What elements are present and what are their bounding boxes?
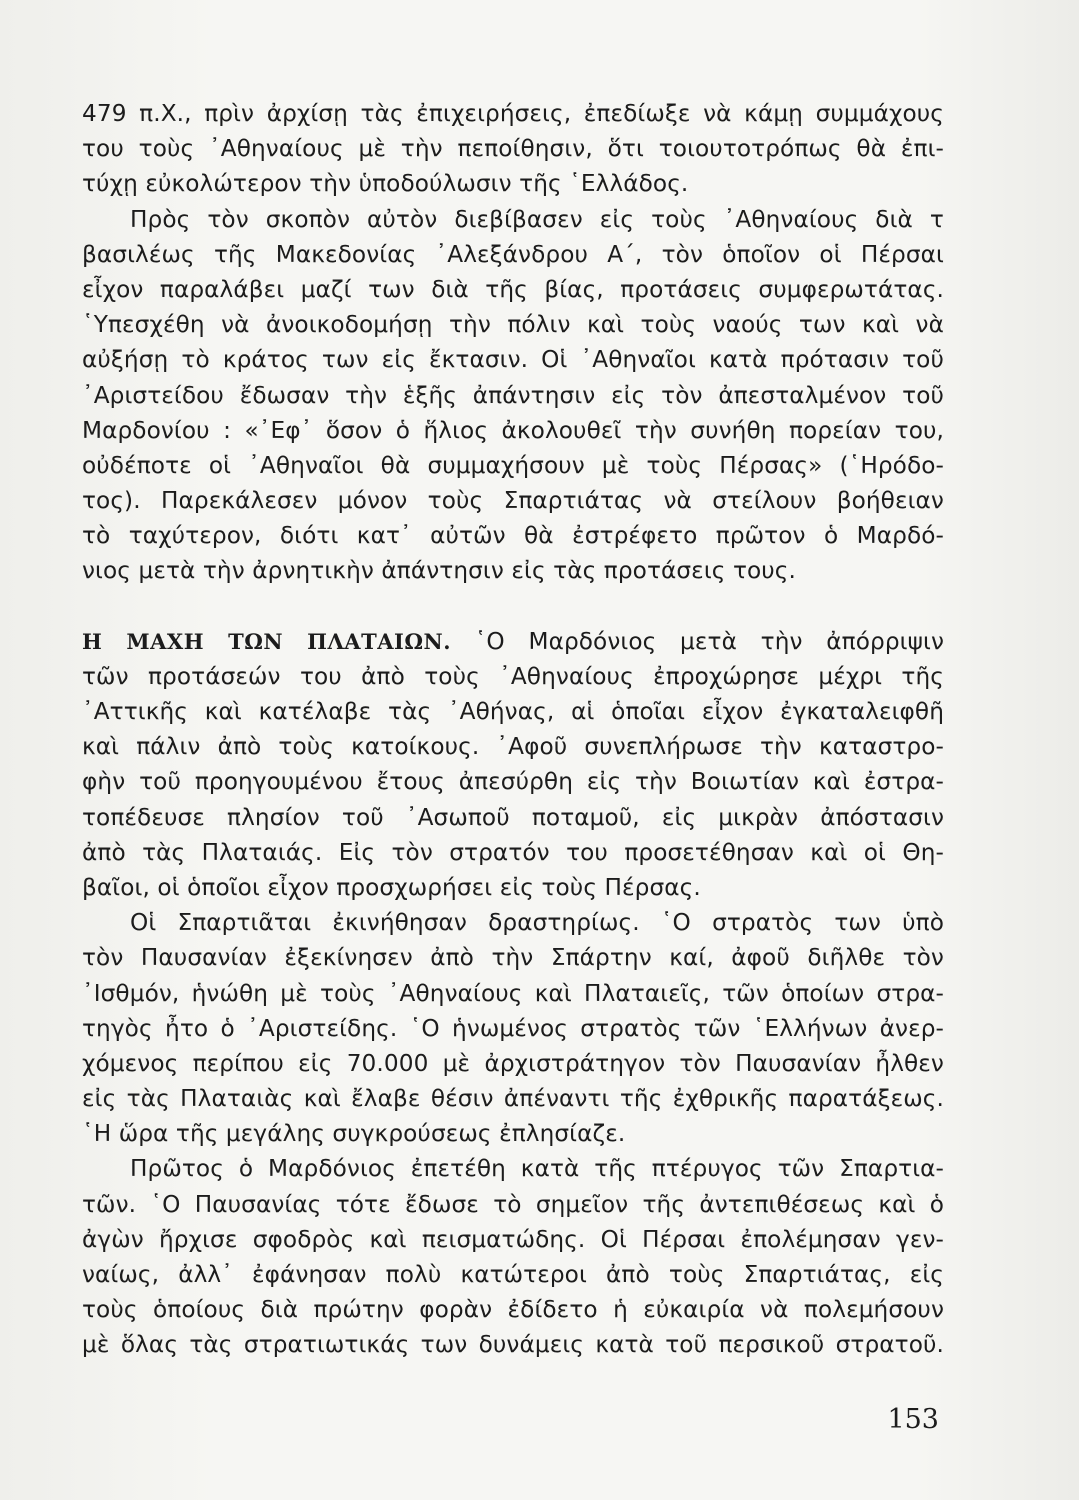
text-line: ᾽Αττικῆς καὶ κατέλαβε τὰς ᾽Αθήνας, αἱ ὁποῖαι εἶχον ἐγκαταλειφθῆ <box>82 698 944 725</box>
text-line: εἶχον παραλάβει μαζί των διὰ τῆς βίας, προτάσεις συμφερωτάτας. <box>82 275 944 303</box>
text-line: ἀπὸ τὰς Πλαταιάς. Εἰς τὸν στρατόν του προσετέθησαν καὶ οἱ Θη- <box>82 838 944 866</box>
text-line: του τοὺς ᾽Αθηναίους μὲ τὴν πεποίθησιν, ὅτι τοιουτοτρόπως θὰ ἐπι- <box>82 135 944 163</box>
text-line: Οἱ Σπαρτιᾶται ἐκινήθησαν δραστηρίως. ῾Ο στρατὸς των ὑπὸ <box>130 909 944 937</box>
text-line: τοὺς ὁποίους διὰ πρώτην φορὰν ἐδίδετο ἡ εὐκαιρία νὰ πολεμήσουν <box>82 1296 944 1324</box>
text-line: ᾽Ισθμόν, ἡνώθη μὲ τοὺς ᾽Αθηναίους καὶ Πλαταιεῖς, τῶν ὁποίων στρα- <box>82 979 944 1007</box>
text-line: τοπέδευσε πλησίον τοῦ ᾽Ασωποῦ ποταμοῦ, εἰς μικρὰν ἀπόστασιν <box>82 803 944 831</box>
text-line: εἰς τὰς Πλαταιὰς καὶ ἔλαβε θέσιν ἀπέναντι τῆς ἐχθρικῆς παρατάξεως. <box>82 1085 944 1113</box>
text-line: καὶ πάλιν ἀπὸ τοὺς κατοίκους. ᾽Αφοῦ συνεπλήρωσε τὴν καταστρο- <box>82 733 944 761</box>
text-line: Πρῶτος ὁ Μαρδόνιος ἐπετέθη κατὰ τῆς πτέρυγος τῶν Σπαρτια- <box>130 1155 944 1183</box>
text-line: ναίως, ἀλλ᾽ ἐφάνησαν πολὺ κατώτεροι ἀπὸ τοὺς Σπαρτιάτας, εἰς <box>82 1261 944 1288</box>
paragraph-4 <box>82 905 944 1151</box>
text-line: χόμενος περίπου εἰς 70.000 μὲ ἀρχιστράτηγον τὸν Παυσανίαν ἦλθεν <box>82 1049 944 1077</box>
text-line: τηγὸς ἦτο ὁ ᾽Αριστείδης. ῾Ο ἡνωμένος στρατὸς τῶν ῾Ελλήνων ἀνερ- <box>82 1014 944 1042</box>
text-line: 479 π.Χ., πρὶν ἀρχίσῃ τὰς ἐπιχειρήσεις, ἐπεδίωξε νὰ κάμῃ συμμάχους <box>82 100 944 127</box>
text-line: Μαρδονίου : «᾽Εφ᾽ ὅσον ὁ ἥλιος ἀκολουθεῖ τὴν συνήθη πορείαν του, <box>82 416 944 444</box>
text-line: τύχῃ εὐκολώτερον τὴν ὑποδούλωσιν τῆς ῾Ελλάδος. <box>82 170 689 198</box>
text-line: τος). Παρεκάλεσεν μόνον τοὺς Σπαρτιάτας νὰ στείλουν βοήθειαν <box>82 487 944 515</box>
page-number: 153 <box>887 1404 939 1435</box>
text-line: ἀγὼν ἤρχισε σφοδρὸς καὶ πεισματώδης. Οἱ Πέρσαι ἐπολέμησαν γεν- <box>82 1225 944 1253</box>
text-line <box>82 624 944 659</box>
text-line: τῶν προτάσεών του ἀπὸ τοὺς ᾽Αθηναίους ἐπροχώρησε μέχρι τῆς <box>82 662 944 690</box>
paragraph-3 <box>82 624 944 906</box>
paragraph-1 <box>82 96 944 202</box>
text-line: Πρὸς τὸν σκοπὸν αὐτὸν διεβίβασεν εἰς τοὺς ᾽Αθηναίους διὰ τ <box>130 205 944 233</box>
text-run: ῾Ο Μαρδόνιος μετὰ τὴν ἀπόρριψιν <box>451 627 944 655</box>
paragraph-2 <box>82 202 944 589</box>
text-line: ῾Υπεσχέθη νὰ ἀνοικοδομήσῃ τὴν πόλιν καὶ τοὺς ναούς των καὶ νὰ <box>82 311 944 339</box>
text-line: ᾽Αριστείδου ἔδωσαν τὴν ἑξῆς ἀπάντησιν εἰς τὸν ἀπεσταλμένον τοῦ <box>82 381 944 409</box>
text-line: μὲ ὅλας τὰς στρατιωτικάς των δυνάμεις κατὰ τοῦ περσικοῦ στρατοῦ. <box>82 1331 944 1359</box>
text-line: ῾Η ὥρα τῆς μεγάλης συγκρούσεως ἐπλησίαζε. <box>82 1120 626 1148</box>
text-line: οὐδέποτε οἱ ᾽Αθηναῖοι θὰ συμμαχήσουν μὲ τοὺς Πέρσας» (῾Ηρόδο- <box>82 451 944 479</box>
section-heading: Η ΜΑΧΗ ΤΩΝ ΠΛΑΤΑΙΩΝ. <box>82 628 452 654</box>
text-line: βαῖοι, οἱ ὁποῖοι εἶχον προσχωρήσει εἰς τοὺς Πέρσας. <box>82 873 701 901</box>
text-line: τὸ ταχύτερον, διότι κατ᾽ αὐτῶν θὰ ἐστρέφετο πρῶτον ὁ Μαρδό- <box>82 522 944 550</box>
paragraph-5 <box>82 1151 944 1362</box>
text-line: φὴν τοῦ προηγουμένου ἔτους ἀπεσύρθη εἰς τὴν Βοιωτίαν καὶ ἐστρα- <box>82 768 944 796</box>
text-line: αὐξήσῃ τὸ κράτος των εἰς ἔκτασιν. Οἱ ᾽Αθηναῖοι κατὰ πρότασιν τοῦ <box>82 346 944 374</box>
text-line: νιος μετὰ τὴν ἀρνητικὴν ἀπάντησιν εἰς τὰς προτάσεις τους. <box>82 557 796 585</box>
text-line: τῶν. ῾Ο Παυσανίας τότε ἔδωσε τὸ σημεῖον τῆς ἀντεπιθέσεως καὶ ὁ <box>82 1190 944 1218</box>
text-line: βασιλέως τῆς Μακεδονίας ᾽Αλεξάνδρου Α΄, τὸν ὁποῖον οἱ Πέρσαι <box>82 240 944 268</box>
text-line: τὸν Παυσανίαν ἐξεκίνησεν ἀπὸ τὴν Σπάρτην καί, ἀφοῦ διῆλθε τὸν <box>82 944 944 972</box>
section-spacer <box>82 589 944 624</box>
body-text <box>82 96 944 1363</box>
